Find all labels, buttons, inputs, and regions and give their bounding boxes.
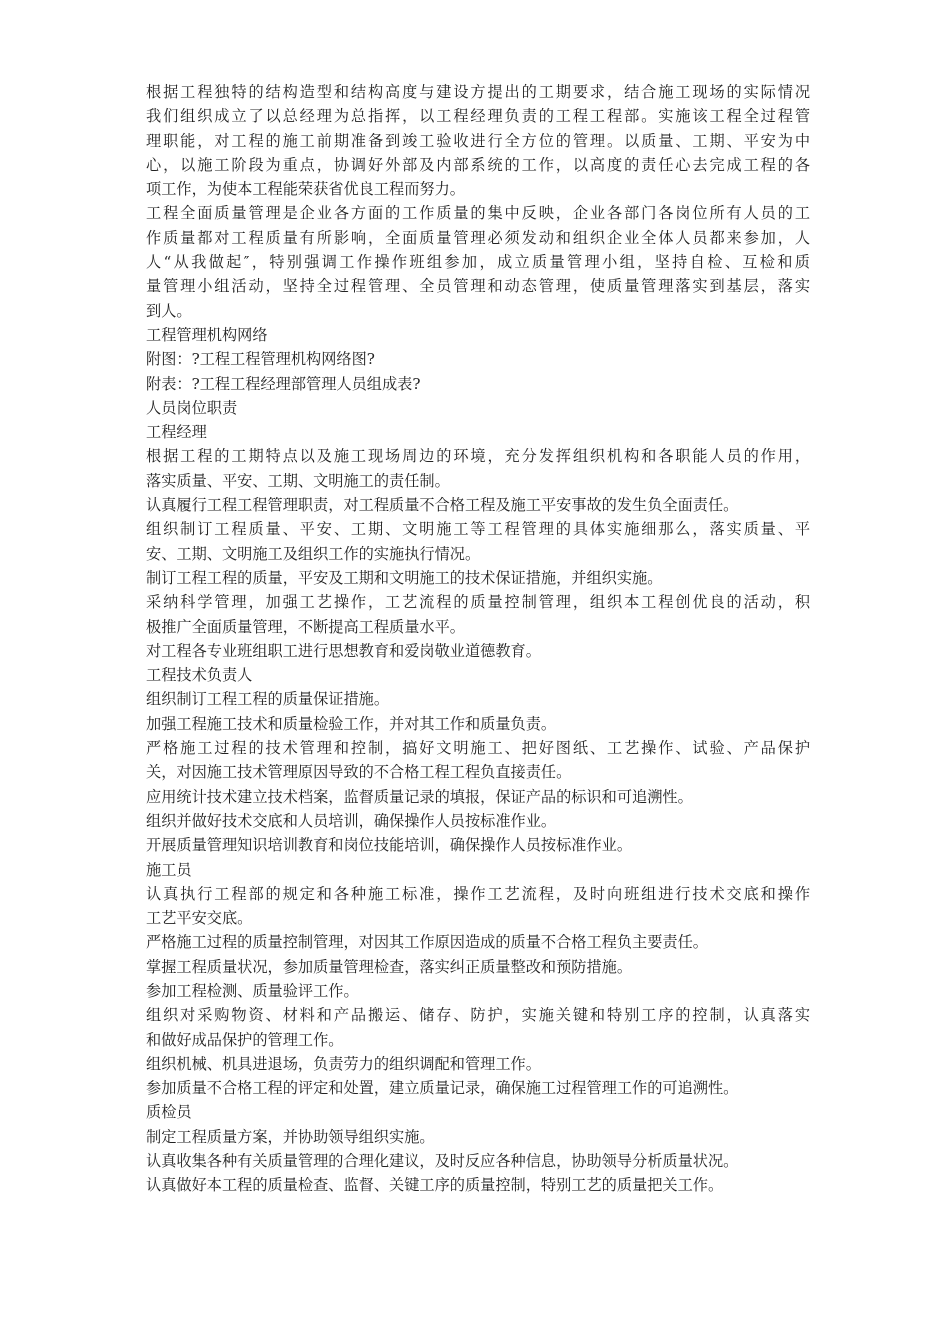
text-line: 附图：?工程工程管理机构网络图? (146, 350, 375, 369)
text-line: 安、工期、文明施工及组织工作的实施执行情况。 (146, 544, 481, 563)
text-line: 和做好成品保护的管理工作。 (146, 1030, 344, 1049)
text-line: 关，对因施工技术管理原因导致的不合格工程工程负直接责任。 (146, 763, 572, 782)
text-line: 组织机械、机具进退场，负责劳力的组织调配和管理工作。 (146, 1054, 541, 1073)
text-line: 人“从我做起″，特别强调工作操作班组参加，成立质量管理小组，坚持自检、互检和质 (146, 253, 810, 272)
text-line: 人员岗位职责 (146, 398, 238, 417)
text-line: 理职能，对工程的施工前期准备到竣工验收进行全方位的管理。以质量、工期、平安为中 (146, 131, 810, 150)
text-line: 量管理小组活动，坚持全过程管理、全员管理和动态管理，使质量管理落实到基层，落实 (146, 277, 810, 296)
text-line: 落实质量、平安、工期、文明施工的责任制。 (146, 471, 450, 490)
text-line: 掌握工程质量状况，参加质量管理检查，落实纠正质量整改和预防措施。 (146, 957, 632, 976)
text-line: 工程经理 (146, 423, 207, 442)
text-line: 工程全面质量管理是企业各方面的工作质量的集中反映，企业各部门各岗位所有人员的工 (146, 204, 810, 223)
text-line: 心，以施工阶段为重点，协调好外部及内部系统的工作，以高度的责任心去完成工程的各 (146, 155, 810, 174)
text-line: 质检员 (146, 1103, 192, 1122)
text-line: 严格施工过程的技术管理和控制，搞好文明施工、把好图纸、工艺操作、试验、产品保护 (146, 739, 810, 758)
text-line: 严格施工过程的质量控制管理，对因其工作原因造成的质量不合格工程负主要责任。 (146, 933, 708, 952)
text-line: 认真收集各种有关质量管理的合理化建议，及时反应各种信息，协助领导分析质量状况。 (146, 1152, 739, 1171)
text-line: 认真做好本工程的质量检查、监督、关键工序的质量控制，特别工艺的质量把关工作。 (146, 1176, 724, 1195)
text-line: 工程技术负责人 (146, 666, 253, 685)
text-line: 极推广全面质量管理，不断提高工程质量水平。 (146, 617, 465, 636)
text-line: 作质量都对工程质量有所影响，全面质量管理必须发动和组织企业全体人员都来参加，人 (146, 228, 810, 247)
text-line: 附表：?工程工程经理部管理人员组成表? (146, 374, 421, 393)
text-line: 应用统计技术建立技术档案，监督质量记录的填报，保证产品的标识和可追溯性。 (146, 787, 693, 806)
text-line: 我们组织成立了以总经理为总指挥，以工程经理负责的工程工程部。实施该工程全过程管 (146, 107, 810, 126)
text-line: 组织对采购物资、材料和产品搬运、储存、防护，实施关键和特别工序的控制，认真落实 (146, 1006, 810, 1025)
text-line: 组织并做好技术交底和人员培训，确保操作人员按标准作业。 (146, 811, 557, 830)
text-line: 施工员 (146, 860, 192, 879)
text-line: 到人。 (146, 301, 192, 320)
text-line: 工艺平安交底。 (146, 909, 253, 928)
text-line: 项工作，为使本工程能荣获省优良工程而努力。 (146, 180, 465, 199)
text-line: 制订工程工程的质量，平安及工期和文明施工的技术保证措施，并组织实施。 (146, 568, 663, 587)
text-line: 认真履行工程工程管理职责，对工程质量不合格工程及施工平安事故的发生负全面责任。 (146, 496, 739, 515)
text-line: 根据工程的工期特点以及施工现场周边的环境，充分发挥组织机构和各职能人员的作用， (146, 447, 810, 466)
text-line: 对工程各专业班组职工进行思想教育和爱岗敬业道德教育。 (146, 641, 541, 660)
document-body (146, 80, 810, 1198)
text-line: 认真执行工程部的规定和各种施工标准，操作工艺流程，及时向班组进行技术交底和操作 (146, 884, 810, 903)
text-line: 加强工程施工技术和质量检验工作，并对其工作和质量负责。 (146, 714, 557, 733)
text-line: 采纳科学管理，加强工艺操作，工艺流程的质量控制管理，组织本工程创优良的活动，积 (146, 593, 810, 612)
text-line: 参加质量不合格工程的评定和处置，建立质量记录，确保施工过程管理工作的可追溯性。 (146, 1079, 739, 1098)
text-line: 组织制订工程工程的质量保证措施。 (146, 690, 389, 709)
text-line: 开展质量管理知识培训教育和岗位技能培训，确保操作人员按标准作业。 (146, 836, 632, 855)
text-line: 工程管理机构网络 (146, 325, 268, 344)
text-line: 参加工程检测、质量验评工作。 (146, 981, 359, 1000)
text-line: 制定工程质量方案，并协助领导组织实施。 (146, 1127, 435, 1146)
text-line: 组织制订工程质量、平安、工期、文明施工等工程管理的具体实施细那么，落实质量、平 (146, 520, 810, 539)
text-line: 根据工程独特的结构造型和结构高度与建设方提出的工期要求，结合施工现场的实际情况 (146, 83, 810, 101)
